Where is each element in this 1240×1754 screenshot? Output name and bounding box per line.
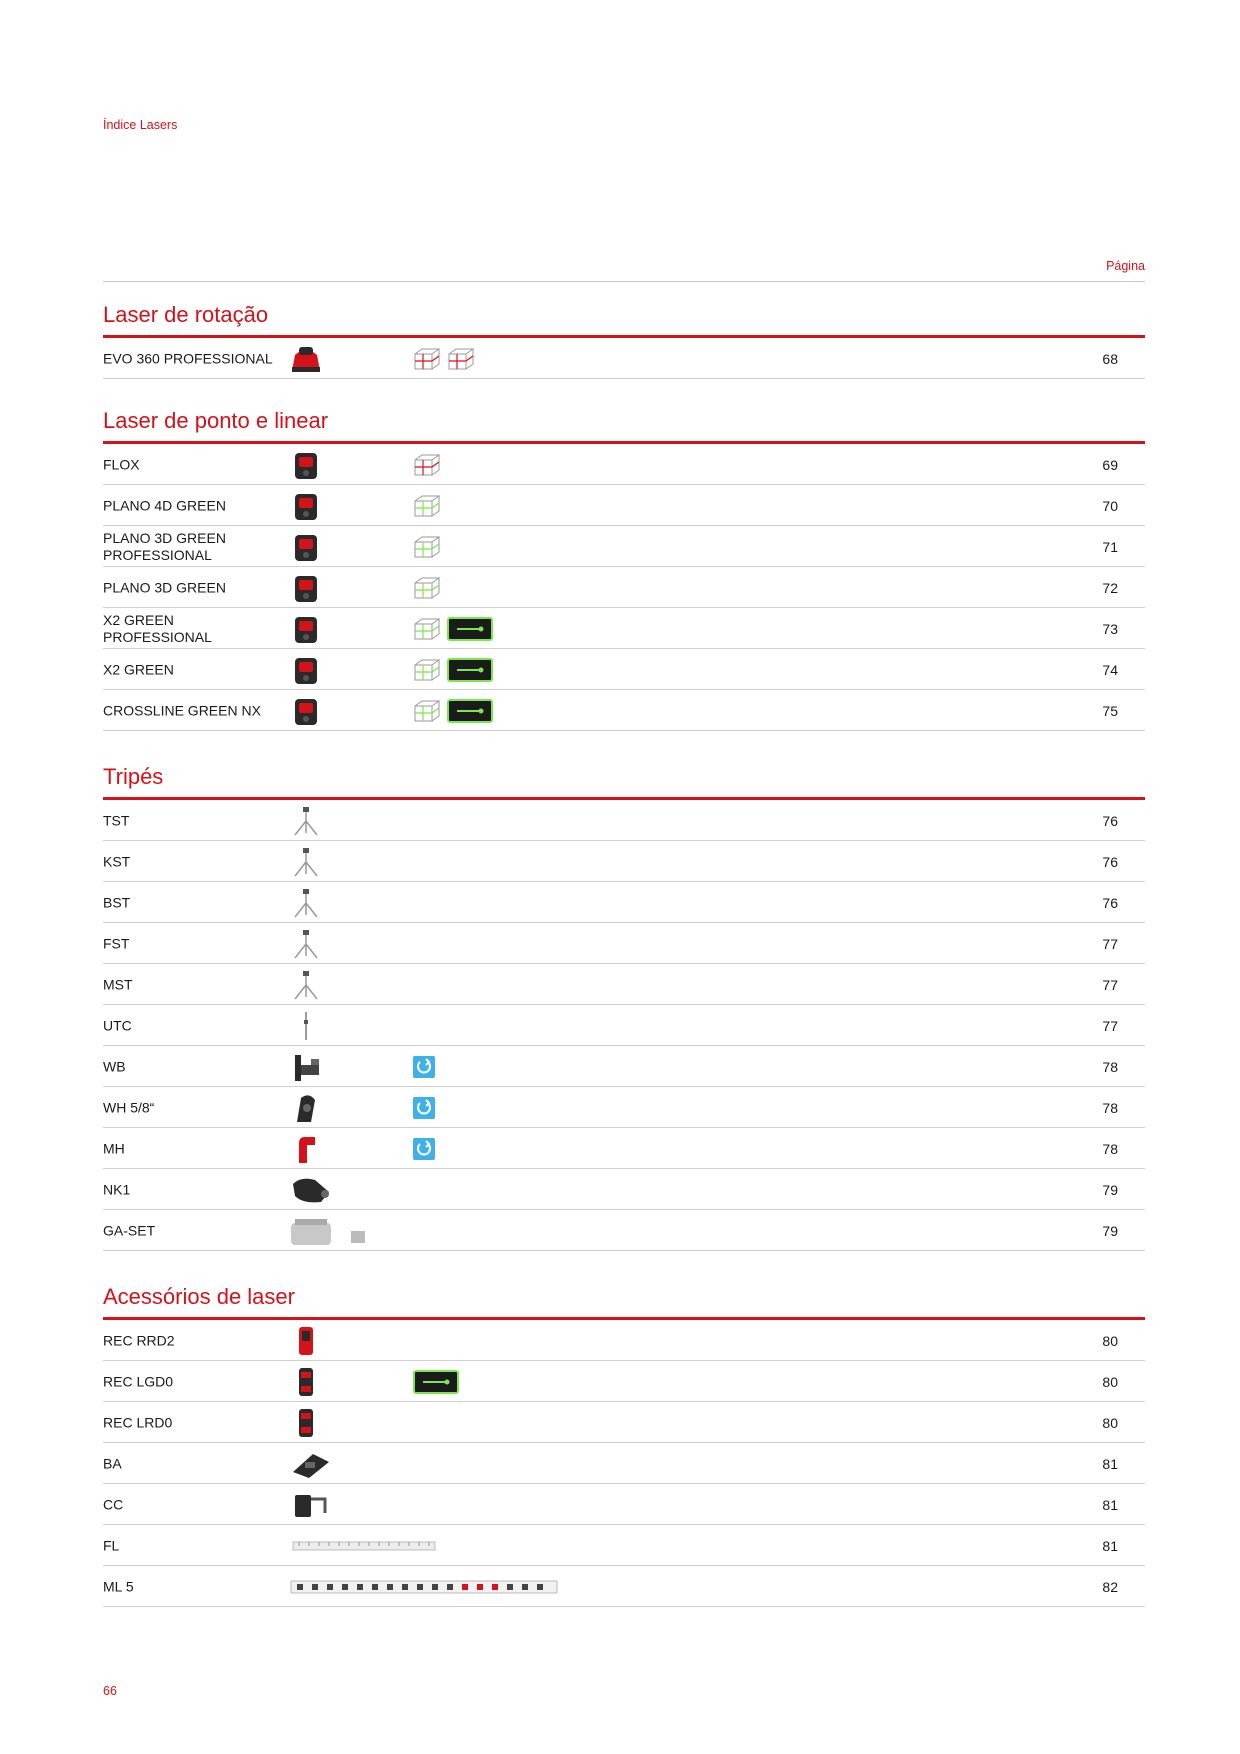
row-divider — [103, 378, 1145, 379]
tripod-icon — [289, 969, 323, 1001]
section-title: Laser de rotação — [103, 302, 269, 327]
index-row[interactable] — [103, 1046, 1145, 1087]
feature-icons — [413, 535, 441, 559]
page-ref[interactable]: 80 — [1102, 1414, 1118, 1431]
product-name: EVO 360 PROFESSIONAL — [103, 350, 273, 366]
page-ref[interactable]: 78 — [1102, 1058, 1118, 1075]
index-row[interactable] — [103, 1005, 1145, 1046]
page-header-title: Índice Lasers — [103, 118, 178, 132]
page-ref[interactable]: 69 — [1102, 456, 1118, 473]
index-row[interactable] — [103, 338, 1145, 379]
index-row[interactable] — [103, 1443, 1145, 1484]
index-row[interactable] — [103, 1128, 1145, 1169]
green-beam-badge-icon — [447, 617, 493, 641]
section-title: Tripés — [103, 764, 164, 789]
section-title: Laser de ponto e linear — [103, 408, 329, 433]
index-row[interactable] — [103, 1525, 1145, 1566]
feature-icons — [413, 347, 475, 371]
feature-icons — [413, 1138, 435, 1160]
product-name: X2 GREEN — [103, 661, 174, 677]
page-ref[interactable]: 81 — [1102, 1496, 1118, 1513]
laser-cube-icon — [413, 617, 441, 641]
page-ref[interactable]: 71 — [1102, 538, 1118, 555]
laser-cube-icon — [413, 347, 441, 371]
index-row[interactable] — [103, 964, 1145, 1005]
laser-cube-icon — [413, 535, 441, 559]
tripod-icon — [289, 887, 323, 919]
green-beam-badge-icon — [413, 1370, 459, 1394]
page-ref[interactable]: 80 — [1102, 1332, 1118, 1349]
wall-bracket-icon — [289, 1051, 323, 1083]
page-ref[interactable]: 77 — [1102, 1017, 1118, 1034]
mount-badge-icon — [413, 1056, 435, 1078]
feature-icons — [413, 1097, 435, 1119]
page-ref[interactable]: 82 — [1102, 1578, 1118, 1595]
receiver-icon — [289, 1407, 323, 1439]
index-row[interactable] — [103, 485, 1145, 526]
line-laser-icon — [289, 613, 323, 645]
page-ref[interactable]: 81 — [1102, 1455, 1118, 1472]
index-row[interactable] — [103, 1169, 1145, 1210]
line-laser-icon — [289, 490, 323, 522]
line-laser-icon — [289, 449, 323, 481]
folding-rule-icon — [289, 1539, 439, 1553]
index-row[interactable] — [103, 923, 1145, 964]
measuring-rod-icon — [289, 1577, 559, 1597]
index-row[interactable] — [103, 1566, 1145, 1607]
row-divider — [103, 730, 1145, 731]
tripod-icon — [289, 846, 323, 878]
index-row[interactable] — [103, 882, 1145, 923]
feature-icons — [413, 658, 493, 682]
laser-cube-icon — [413, 453, 441, 477]
clamp-icon — [289, 1489, 333, 1521]
index-row[interactable] — [103, 1484, 1145, 1525]
index-row[interactable] — [103, 567, 1145, 608]
index-row[interactable] — [103, 608, 1145, 649]
feature-icons — [413, 1370, 459, 1394]
index-row[interactable] — [103, 526, 1145, 567]
product-name: NK1 — [103, 1181, 131, 1197]
page-ref[interactable]: 78 — [1102, 1099, 1118, 1116]
laser-cube-icon — [447, 347, 475, 371]
index-row[interactable] — [103, 800, 1145, 841]
page-ref[interactable]: 72 — [1102, 579, 1118, 596]
laser-cube-icon — [413, 494, 441, 518]
page-ref[interactable]: 70 — [1102, 497, 1118, 514]
product-name: PLANO 4D GREEN — [103, 497, 226, 513]
feature-icons — [413, 1056, 435, 1078]
product-name: FLOX — [103, 456, 140, 472]
index-row[interactable] — [103, 1320, 1145, 1361]
product-name: CROSSLINE GREEN NX — [103, 702, 261, 718]
pole-icon — [289, 1010, 323, 1042]
product-name: KST — [103, 853, 131, 869]
index-row[interactable] — [103, 1361, 1145, 1402]
page-ref[interactable]: 76 — [1102, 853, 1118, 870]
product-name: GA-SET — [103, 1222, 156, 1238]
product-name: TST — [103, 812, 130, 828]
green-beam-badge-icon — [447, 658, 493, 682]
page-ref[interactable]: 68 — [1102, 350, 1118, 367]
page-number: 66 — [103, 1684, 117, 1698]
receiver-red-icon — [289, 1325, 323, 1357]
page-ref[interactable]: 79 — [1102, 1222, 1118, 1239]
header-divider — [103, 281, 1145, 282]
product-name: REC LGD0 — [103, 1373, 174, 1389]
page-ref[interactable]: 74 — [1102, 661, 1118, 678]
row-divider — [103, 1250, 1145, 1251]
line-laser-icon — [289, 654, 323, 686]
page-ref[interactable]: 78 — [1102, 1140, 1118, 1157]
receiver-icon — [289, 1366, 323, 1398]
page-ref[interactable]: 77 — [1102, 935, 1118, 952]
feature-icons — [413, 617, 493, 641]
adapter-set-icon — [289, 1215, 379, 1247]
product-name: WB — [103, 1058, 126, 1074]
product-name: BA — [103, 1455, 122, 1471]
index-row[interactable] — [103, 1087, 1145, 1128]
page-ref[interactable]: 76 — [1102, 894, 1118, 911]
bracket-icon — [289, 1448, 333, 1480]
section-title: Acessórios de laser — [103, 1284, 295, 1309]
page-ref[interactable]: 76 — [1102, 812, 1118, 829]
line-laser-icon — [289, 695, 323, 727]
rotary-laser-icon — [289, 343, 323, 375]
laser-cube-icon — [413, 576, 441, 600]
product-name: REC LRD0 — [103, 1414, 173, 1430]
product-name: WH 5/8“ — [103, 1099, 155, 1115]
product-name: ML 5 — [103, 1578, 134, 1594]
line-laser-icon — [289, 531, 323, 563]
feature-icons — [413, 494, 441, 518]
product-name: PLANO 3D GREEN — [103, 579, 226, 595]
laser-cube-icon — [413, 658, 441, 682]
product-name: REC RRD2 — [103, 1332, 175, 1348]
page-column-label: Página — [1106, 259, 1145, 273]
product-name: MH — [103, 1140, 125, 1156]
wall-holder-icon — [289, 1092, 323, 1124]
index-row[interactable] — [103, 444, 1145, 485]
index-row[interactable] — [103, 649, 1145, 690]
green-beam-badge-icon — [447, 699, 493, 723]
product-name: X2 GREEN PROFESSIONAL — [103, 611, 212, 645]
product-name: UTC — [103, 1017, 132, 1033]
tripod-icon — [289, 805, 323, 837]
index-row[interactable] — [103, 690, 1145, 731]
index-row[interactable] — [103, 1210, 1145, 1251]
page-ref[interactable]: 79 — [1102, 1181, 1118, 1198]
feature-icons — [413, 699, 493, 723]
page-ref[interactable]: 75 — [1102, 702, 1118, 719]
feature-icons — [413, 453, 441, 477]
product-name: BST — [103, 894, 131, 910]
product-name: FST — [103, 935, 130, 951]
mount-badge-icon — [413, 1138, 435, 1160]
index-row[interactable] — [103, 1402, 1145, 1443]
product-name: FL — [103, 1537, 120, 1553]
laser-cube-icon — [413, 699, 441, 723]
product-name: CC — [103, 1496, 124, 1512]
row-divider — [103, 1606, 1145, 1607]
product-name: MST — [103, 976, 133, 992]
magnet-holder-icon — [289, 1133, 323, 1165]
index-row[interactable] — [103, 841, 1145, 882]
page-ref[interactable]: 73 — [1102, 620, 1118, 637]
mount-badge-icon — [413, 1097, 435, 1119]
page-ref[interactable]: 81 — [1102, 1537, 1118, 1554]
feature-icons — [413, 576, 441, 600]
tripod-icon — [289, 928, 323, 960]
line-laser-icon — [289, 572, 323, 604]
page-ref[interactable]: 77 — [1102, 976, 1118, 993]
product-name: PLANO 3D GREEN PROFESSIONAL — [103, 529, 226, 563]
page-ref[interactable]: 80 — [1102, 1373, 1118, 1390]
adapter-icon — [289, 1174, 333, 1206]
